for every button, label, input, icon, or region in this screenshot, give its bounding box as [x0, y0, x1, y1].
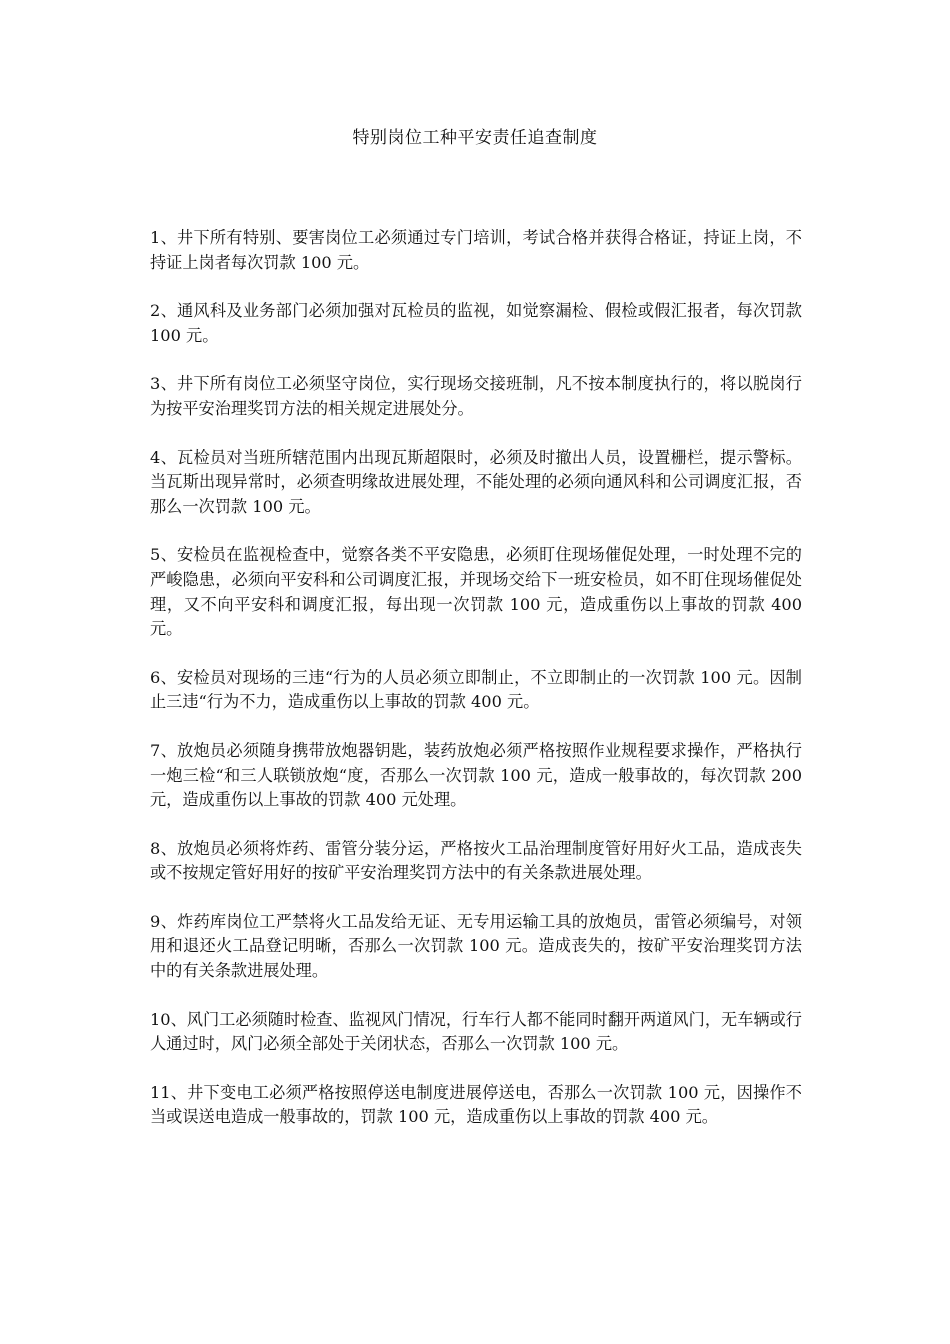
- clause-list: [150, 226, 802, 1154]
- clause-3: 3、井下所有岗位工必须坚守岗位，实行现场交接班制，凡不按本制度执行的，将以脱岗行为按平安治理奖罚方法的相关规定进展处分。: [150, 374, 802, 418]
- clause-6: 6、安检员对现场的三违“行为的人员必须立即制止，不立即制止的一次罚款 100 元。因制止三违“行为不力，造成重伤以上事故的罚款 400 元。: [150, 667, 802, 712]
- clause-5: 5、安检员在监视检查中，觉察各类不平安隐患，必须盯住现场催促处理，一时处理不完的严峻隐患，必须向平安科和公司调度汇报，并现场交给下一班安检员，如不盯住现场催促处理，又不向平安科和调度汇报，每出现一次罚款 100 元，造成重伤以上事故的罚款 400 元。: [150, 545, 802, 639]
- clause-1: 1、井下所有特别、要害岗位工必须通过专门培训，考试合格并获得合格证，持证上岗，不持证上岗者每次罚款 100 元。: [150, 228, 802, 272]
- clause-4: 4、瓦检员对当班所辖范围内出现瓦斯超限时，必须及时撤出人员，设置栅栏，提示警标。当瓦斯出现异常时，必须查明缘故进展处理，不能处理的必须向通风科和公司调度汇报，否那么一次罚款 100 元。: [150, 447, 802, 516]
- clause-8: 8、放炮员必须将炸药、雷管分装分运，严格按火工品治理制度管好用好火工品，造成丧失或不按规定管好用好的按矿平安治理奖罚方法中的有关条款进展处理。: [150, 838, 802, 883]
- clause-10: 10、风门工必须随时检查、监视风门情况，行车行人都不能同时翻开两道风门，无车辆或行人通过时，风门必须全部处于关闭状态，否那么一次罚款 100 元。: [150, 1009, 802, 1054]
- document-title: 特别岗位工种平安责任追查制度: [352, 128, 598, 148]
- clause-11: 11、井下变电工必须严格按照停送电制度进展停送电，否那么一次罚款 100 元，因操作不当或误送电造成一般事故的，罚款 100 元，造成重伤以上事故的罚款 400 元。: [150, 1082, 802, 1127]
- clause-7: 7、放炮员必须随身携带放炮器钥匙，装药放炮必须严格按照作业规程要求操作，严格执行一炮三检“和三人联锁放炮“度，否那么一次罚款 100 元，造成一般事故的，每次罚款 200 元，造成重伤以上事故的罚款 400 元处理。: [150, 740, 802, 810]
- clause-9: 9、炸药库岗位工严禁将火工品发给无证、无专用运输工具的放炮员，雷管必须编号，对领用和退还火工品登记明晰，否那么一次罚款 100 元。造成丧失的，按矿平安治理奖罚方法中的有关条款进展处理。: [150, 911, 802, 981]
- clause-2: 2、通风科及业务部门必须加强对瓦检员的监视，如觉察漏检、假检或假汇报者，每次罚款 100 元。: [150, 301, 802, 345]
